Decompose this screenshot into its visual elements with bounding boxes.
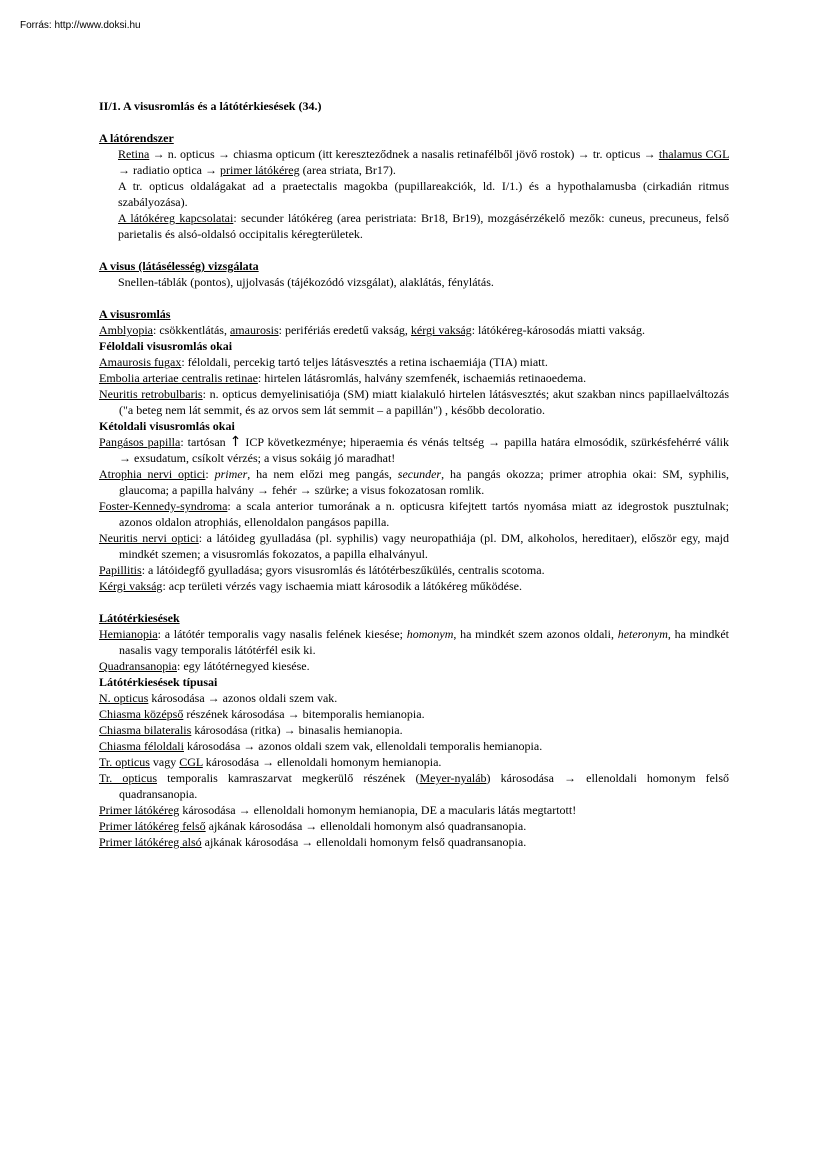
text: károsodása (ritka) → binasalis hemianopia. — [191, 723, 403, 737]
subheading-tipusai: Látótérkiesések típusai — [99, 675, 218, 689]
term: Neuritis nervi optici — [99, 531, 199, 545]
text: : a látóideg gyulladása (pl. syphilis) vagy neuropathiája (pl. DM, alkoholos, hereditaer), először egy, majd mindkét szemen; a visusromlás fokozatos, a papilla elhalványul. — [119, 531, 729, 561]
entry-fugax — [99, 354, 729, 370]
text: részének károsodása → bitemporalis hemianopia. — [183, 707, 425, 721]
term: Chiasma középső — [99, 707, 184, 721]
text: : hirtelen látásromlás, halvány szemfenék, ischaemiás retinaoedema. — [257, 371, 587, 385]
italic-term: secunder — [397, 467, 442, 481]
term: Chiasma féloldali — [99, 739, 184, 753]
text: : a látóidegfő gyulladása; gyors visusromlás és látótérbeszűkülés, centralis scotoma. — [141, 563, 545, 577]
text: ajkának károsodása → ellenoldali homonym felső quadransanopia. — [201, 835, 527, 849]
term: Atrophia nervi optici — [99, 467, 206, 481]
text: : n. opticus demyelinisatiója (SM) miatt kialakuló hirtelen látásvesztés; akut szakban nincs papillaelváltozás ("a beteg nem lát semmit, és az orvos sem lát semmit – a papillán") , később decoloratio. — [119, 387, 729, 417]
term: Amaurosis fugax — [99, 355, 182, 369]
entry-lesion — [99, 754, 729, 770]
term-thalamus: thalamus CGL — [658, 147, 729, 161]
text: : a scala anterior tumorának a n. opticusra kifejtett tartós nyomása miatt az idegrostok pusztulnak; azonos oldalon atrophiás, ellenoldalon pangásos papilla. — [119, 499, 729, 529]
text: ajkának károsodása → ellenoldali homonym alsó quadransanopia. — [205, 819, 527, 833]
text: : perifériás eredetű vakság, — [278, 323, 411, 337]
entry-amblyopia — [99, 322, 729, 338]
term: kérgi vakság — [410, 323, 472, 337]
text: : secunder látókéreg (area peristriata: Br18, Br19), mozgásérzékelő mezők: cuneus, precuneus, felső parietalis és alsó-oldalsó occipitalis kéregterületek. — [118, 211, 729, 241]
entry-kergi — [99, 578, 729, 594]
term: Embolia arteriae centralis retinae — [99, 371, 258, 385]
entry-papillitis — [99, 562, 729, 578]
term: Hemianopia — [99, 627, 158, 641]
subheading-feloldali: Féloldali visusromlás okai — [99, 339, 233, 353]
text: károsodása → azonos oldali szem vak. — [148, 691, 338, 705]
section-latorendszer — [99, 130, 729, 242]
section-visus — [99, 258, 729, 290]
entry-lesion — [99, 802, 729, 818]
entry-embolia — [99, 370, 729, 386]
document-body — [99, 98, 729, 866]
term: Kérgi vakság — [99, 579, 163, 593]
subheading-ketoldali: Kétoldali visusromlás okai — [99, 419, 235, 433]
section-heading: A visusromlás — [99, 307, 171, 321]
term: Tr. opticus — [99, 755, 150, 769]
document-title: II/1. A visusromlás és a látótérkiesések (34.) — [99, 99, 322, 113]
entry-lesion — [99, 738, 729, 754]
source-label: Forrás: http://www.doksi.hu — [20, 20, 141, 31]
term: amaurosis — [229, 323, 279, 337]
up-arrow-icon: ↑ — [229, 434, 242, 450]
entry-lesion — [99, 706, 729, 722]
entry-lesion — [99, 834, 729, 850]
italic-term: homonym — [406, 627, 454, 641]
section-heading: A látórendszer — [99, 131, 174, 145]
section-heading: Látótérkiesések — [99, 611, 180, 625]
term: Foster-Kennedy-syndroma — [99, 499, 228, 513]
term: Primer látókéreg — [99, 803, 180, 817]
italic-term: heteronym — [617, 627, 668, 641]
text: → radiatio optica → — [118, 163, 220, 177]
text: : acp területi vérzés vagy ischaemia miatt károsodik a látókéreg működése. — [162, 579, 522, 593]
text: ) károsodása → ellenoldali homonym felső quadransanopia. — [119, 771, 730, 801]
paragraph-vizsgalat: Snellen-táblák (pontos), ujjolvasás (tájékozódó vizsgálat), alaklátás, fénylátás. — [118, 275, 494, 289]
term: Papillitis — [99, 563, 142, 577]
term: Primer látókéreg felső — [99, 819, 206, 833]
section-visusromlas — [99, 306, 729, 594]
term: Neuritis retrobulbaris — [99, 387, 203, 401]
entry-lesion — [99, 770, 729, 802]
text: temporalis kamraszarvat megkerülő részének ( — [157, 771, 420, 785]
entry-hemianopia — [99, 626, 729, 658]
term-kapcsolatok: A látókéreg kapcsolatai — [118, 211, 234, 225]
italic-term: primer — [214, 467, 248, 481]
entry-lesion — [99, 818, 729, 834]
text: , ha nem előzi meg pangás, — [247, 467, 398, 481]
term: N. opticus — [99, 691, 149, 705]
entry-neuritis — [99, 530, 729, 562]
text: : féloldali, percekig tartó teljes látásvesztés a retina ischaemiája (TIA) miatt. — [181, 355, 548, 369]
text: károsodása → ellenoldali homonym hemianopia. — [202, 755, 442, 769]
term: Pangásos papilla — [99, 435, 181, 449]
text: ICP következménye; hiperaemia és vénás teltség → papilla határa elmosódik, szürkésfehérré válik → exsudatum, csíkolt vérzés; a visus sokáig jó maradhat! — [119, 435, 730, 465]
text: , ha mindkét nasalis vagy temporalis látótérfél esik ki. — [119, 627, 729, 657]
paragraph-pathway — [118, 146, 729, 178]
term: Primer látókéreg alsó — [99, 835, 202, 849]
text: , ha pangás okozza; primer atrophia okai: SM, syphilis, glaucoma; a papilla halvány → fehér → szürke; a visus fokozatosan romlik. — [119, 467, 730, 497]
text: : látókéreg-károsodás miatti vakság. — [471, 323, 645, 337]
term: Meyer-nyaláb — [419, 771, 487, 785]
entry-lesion — [99, 690, 729, 706]
term: CGL — [179, 755, 203, 769]
text: vagy — [149, 755, 180, 769]
entry-quadransanopia — [99, 658, 729, 674]
entry-neuritis-retro — [99, 386, 729, 418]
term: Amblyopia — [99, 323, 153, 337]
text: : a látótér temporalis vagy nasalis felének kiesése; — [157, 627, 407, 641]
section-latoterkiesesek — [99, 610, 729, 850]
term: Tr. opticus — [99, 771, 158, 785]
text: : csökkentlátás, — [153, 323, 230, 337]
entry-atrophia — [99, 466, 729, 498]
entry-pangasos — [99, 434, 729, 466]
text: → n. opticus → chiasma opticum (itt kereszteződnek a nasalis retinafélből jövő rostok) → tr. opticus → — [149, 147, 659, 161]
entry-foster — [99, 498, 729, 530]
term: Chiasma bilateralis — [99, 723, 192, 737]
text: , ha mindkét szem azonos oldali, — [453, 627, 618, 641]
text: károsodása → ellenoldali homonym hemianopia, DE a macularis látás megtartott! — [179, 803, 577, 817]
text: : — [205, 467, 215, 481]
section-heading: A visus (látásélesség) vizsgálata — [99, 259, 259, 273]
entry-lesion — [99, 722, 729, 738]
paragraph-kapcsolatok — [118, 210, 729, 242]
text: károsodása → azonos oldali szem vak, ellenoldali temporalis hemianopia. — [183, 739, 543, 753]
text: : egy látótérnegyed kiesése. — [176, 659, 310, 673]
term-retina: Retina — [118, 147, 150, 161]
text: (area striata, Br17). — [299, 163, 396, 177]
term-primer: primer látókéreg — [219, 163, 300, 177]
paragraph-tractus: A tr. opticus oldalágakat ad a praetectalis magokba (pupillareakciók, ld. I/1.) és a hypothalamusba (cirkadián ritmus szabályozása). — [118, 179, 729, 209]
text: : tartósan — [180, 435, 230, 449]
term: Quadransanopia — [99, 659, 177, 673]
